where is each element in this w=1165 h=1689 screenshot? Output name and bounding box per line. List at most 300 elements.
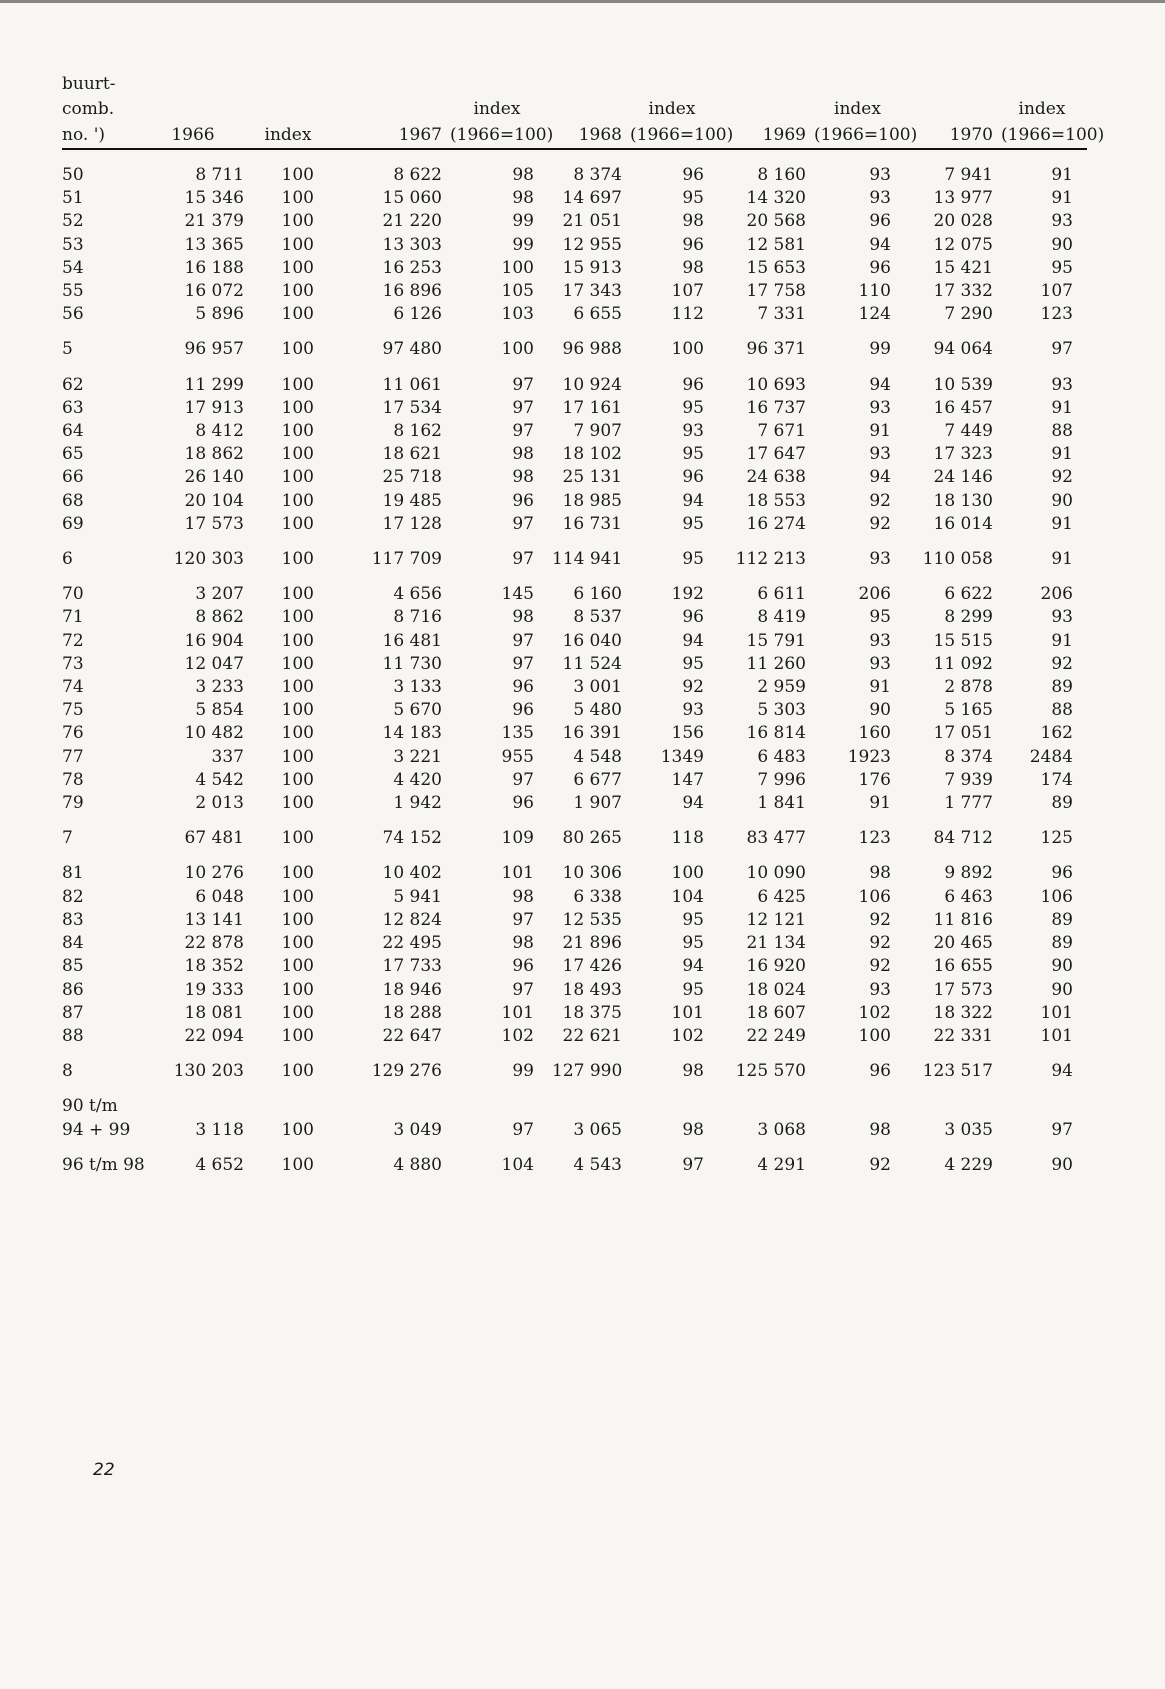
cell-index-1966: 100	[281, 549, 314, 570]
cell-index-1966: 100	[281, 933, 314, 954]
cell-value-1969: 14 320	[746, 188, 806, 209]
group-spacer	[62, 326, 1087, 338]
cell-value-1969: 24 638	[746, 467, 806, 488]
cell-buurt-no: 70	[62, 584, 84, 605]
cell-value-1968: 17 343	[562, 281, 622, 302]
cell-value-1967: 18 288	[382, 1002, 442, 1023]
cell-value-1966: 2 013	[195, 793, 244, 814]
cell-index-1967: 96	[512, 677, 534, 698]
table-row	[62, 792, 1087, 815]
cell-value-1968: 16 731	[562, 513, 622, 534]
cell-value-1968: 17 426	[562, 956, 622, 977]
cell-index-1969: 92	[869, 513, 891, 534]
cell-value-1970: 15 421	[933, 257, 993, 278]
cell-value-1966: 18 862	[184, 444, 244, 465]
cell-index-1970: 101	[1040, 1025, 1073, 1046]
cell-index-1968: 112	[671, 304, 704, 325]
cell-buurt-no: 69	[62, 513, 84, 534]
cell-value-1969: 1 841	[757, 793, 806, 814]
header-index-1970-top: index	[1018, 99, 1066, 119]
cell-value-1968	[548, 1095, 626, 1118]
cell-value-1969: 8 160	[757, 165, 806, 185]
cell-value-1966: 17 913	[184, 397, 244, 418]
cell-index-1968: 94	[682, 793, 704, 814]
cell-value-1967: 15 060	[382, 188, 442, 209]
cell-index-1970: 90	[1051, 490, 1073, 511]
cell-value-1969: 21 134	[746, 933, 806, 954]
cell-value-1970: 13 977	[933, 188, 993, 209]
cell-index-1967: 97	[512, 979, 534, 1000]
cell-index-1968: 147	[671, 769, 704, 790]
cell-value-1969: 4 291	[757, 1154, 806, 1175]
cell-index-1967: 97	[512, 769, 534, 790]
table-row	[62, 443, 1087, 466]
cell-index-1967: 98	[512, 886, 534, 907]
header-index-1966: index	[248, 122, 328, 149]
cell-index-1970: 125	[1040, 828, 1073, 849]
cell-index-1968: 107	[671, 281, 704, 302]
cell-value-1966: 8 862	[195, 607, 244, 628]
cell-index-1968: 96	[682, 234, 704, 255]
header-buurt: buurt-	[62, 74, 116, 94]
header-year-1967: 1967	[328, 122, 446, 149]
cell-index-1966: 100	[281, 1119, 314, 1140]
cell-index-1966: 100	[281, 607, 314, 628]
cell-value-1967: 10 402	[382, 863, 442, 884]
cell-value-1966: 4 652	[195, 1154, 244, 1175]
cell-value-1966: 3 118	[195, 1119, 244, 1140]
cell-value-1968: 5 480	[573, 700, 622, 721]
cell-value-1967: 11 730	[382, 653, 442, 674]
cell-value-1967: 117 709	[371, 549, 442, 570]
cell-value-1969: 10 693	[746, 374, 806, 395]
cell-index-1966: 100	[281, 653, 314, 674]
table-row	[62, 862, 1087, 885]
cell-value-1969: 15 791	[746, 630, 806, 651]
cell-index-1967: 97	[512, 513, 534, 534]
cell-index-1967: 102	[501, 1025, 534, 1046]
cell-index-1969: 123	[858, 828, 891, 849]
cell-buurt-no: 56	[62, 304, 84, 325]
cell-index-1970: 92	[1051, 653, 1073, 674]
cell-index-1969: 93	[869, 653, 891, 674]
cell-value-1966: 15 346	[184, 188, 244, 209]
cell-value-1968: 22 621	[562, 1025, 622, 1046]
cell-value-1970: 15 515	[933, 630, 993, 651]
cell-value-1966	[138, 1095, 248, 1118]
cell-value-1969: 18 607	[746, 1002, 806, 1023]
cell-value-1967: 8 622	[393, 165, 442, 185]
cell-index-1966: 100	[281, 700, 314, 721]
cell-value-1966: 96 957	[184, 339, 244, 360]
cell-index-1970: 92	[1051, 467, 1073, 488]
cell-index-1966: 100	[281, 793, 314, 814]
document-page	[62, 72, 1105, 1177]
group-spacer	[62, 362, 1087, 374]
cell-index-1969: 1923	[847, 746, 891, 767]
cell-value-1968: 21 051	[562, 211, 622, 232]
cell-value-1967: 19 485	[382, 490, 442, 511]
header-index-1970-base: (1966=100)	[997, 122, 1087, 149]
cell-value-1967: 3 133	[393, 677, 442, 698]
cell-value-1968: 18 493	[562, 979, 622, 1000]
cell-value-1970: 110 058	[922, 549, 993, 570]
table-row	[62, 187, 1087, 210]
cell-buurt-no: 84	[62, 933, 84, 954]
cell-value-1969: 6 611	[757, 584, 806, 605]
cell-value-1969: 20 568	[746, 211, 806, 232]
cell-index-1968: 96	[682, 607, 704, 628]
table-row	[62, 397, 1087, 420]
cell-index-1970: 89	[1051, 677, 1073, 698]
cell-index-1966: 100	[281, 397, 314, 418]
cell-value-1967: 4 420	[393, 769, 442, 790]
cell-value-1968: 8 374	[573, 165, 622, 185]
table-row	[62, 606, 1087, 629]
cell-value-1967: 4 656	[393, 584, 442, 605]
cell-value-1969: 15 653	[746, 257, 806, 278]
cell-value-1966: 8 412	[195, 421, 244, 442]
cell-value-1968: 1 907	[573, 793, 622, 814]
cell-index-1968: 96	[682, 467, 704, 488]
cell-value-1968: 15 913	[562, 257, 622, 278]
cell-index-1967: 97	[512, 653, 534, 674]
cell-value-1970: 18 130	[933, 490, 993, 511]
header-year-1966: 1966	[138, 122, 248, 149]
cell-index-1967: 97	[512, 549, 534, 570]
cell-buurt-no: 82	[62, 886, 84, 907]
cell-buurt-no: 79	[62, 793, 84, 814]
table-row	[62, 909, 1087, 932]
cell-value-1969: 7 996	[757, 769, 806, 790]
cell-value-1968: 18 102	[562, 444, 622, 465]
cell-value-1966: 337	[211, 746, 244, 767]
cell-buurt-no: 72	[62, 630, 84, 651]
cell-value-1966: 16 188	[184, 257, 244, 278]
cell-index-1967: 109	[501, 828, 534, 849]
cell-value-1970: 22 331	[933, 1025, 993, 1046]
cell-value-1968: 4 543	[573, 1154, 622, 1175]
cell-index-1969: 206	[858, 584, 891, 605]
cell-index-1970: 96	[1051, 863, 1073, 884]
cell-index-1970: 2484	[1029, 746, 1073, 767]
cell-index-1970: 91	[1051, 513, 1073, 534]
cell-index-1968	[626, 1095, 718, 1118]
cell-index-1969: 96	[869, 211, 891, 232]
header-index-1967-top: index	[473, 99, 521, 119]
cell-index-1969: 91	[869, 677, 891, 698]
cell-index-1968: 100	[671, 863, 704, 884]
table-row	[62, 303, 1087, 326]
cell-index-1970: 174	[1040, 769, 1073, 790]
table-row	[62, 257, 1087, 280]
group-spacer	[62, 536, 1087, 548]
cell-value-1970: 5 165	[944, 700, 993, 721]
cell-index-1967: 96	[512, 700, 534, 721]
cell-index-1969: 176	[858, 769, 891, 790]
cell-index-1966: 100	[281, 677, 314, 698]
group-spacer	[62, 149, 1087, 164]
cell-index-1967: 98	[512, 444, 534, 465]
cell-value-1970: 10 539	[933, 374, 993, 395]
cell-index-1966: 100	[281, 956, 314, 977]
header-index-1969-base: (1966=100)	[810, 122, 905, 149]
cell-index-1970: 107	[1040, 281, 1073, 302]
cell-value-1967: 8 162	[393, 421, 442, 442]
cell-index-1966: 100	[281, 490, 314, 511]
cell-index-1969: 92	[869, 933, 891, 954]
cell-index-1968: 118	[671, 828, 704, 849]
header-index-1967-base: (1966=100)	[446, 122, 548, 149]
cell-index-1970: 90	[1051, 234, 1073, 255]
group-spacer	[62, 815, 1087, 827]
cell-value-1966: 26 140	[184, 467, 244, 488]
table-row	[62, 699, 1087, 722]
header-comb: comb.	[62, 99, 115, 119]
cell-value-1966: 10 482	[184, 723, 244, 744]
cell-value-1967: 18 621	[382, 444, 442, 465]
cell-index-1967: 97	[512, 909, 534, 930]
cell-buurt-no: 66	[62, 467, 84, 488]
cell-value-1966: 11 299	[184, 374, 244, 395]
table-row	[62, 583, 1087, 606]
table-row	[62, 1060, 1087, 1083]
cell-value-1967: 6 126	[393, 304, 442, 325]
cell-value-1968: 6 655	[573, 304, 622, 325]
table-row	[62, 466, 1087, 489]
cell-value-1967: 4 880	[393, 1154, 442, 1175]
cell-value-1966: 3 207	[195, 584, 244, 605]
table-row	[62, 513, 1087, 536]
cell-value-1969: 11 260	[746, 653, 806, 674]
cell-index-1966: 100	[281, 444, 314, 465]
header-index-1968-base: (1966=100)	[626, 122, 718, 149]
cell-value-1967: 18 946	[382, 979, 442, 1000]
cell-index-1967: 99	[512, 211, 534, 232]
cell-index-1968: 95	[682, 188, 704, 209]
cell-index-1967: 97	[512, 421, 534, 442]
cell-value-1969: 18 553	[746, 490, 806, 511]
cell-value-1970: 11 816	[933, 909, 993, 930]
cell-buurt-no: 86	[62, 979, 84, 1000]
cell-value-1966: 130 203	[173, 1061, 244, 1082]
cell-index-1969: 96	[869, 1061, 891, 1082]
cell-index-1969: 160	[858, 723, 891, 744]
group-spacer	[62, 1083, 1087, 1095]
cell-value-1967: 16 896	[382, 281, 442, 302]
cell-index-1970: 206	[1040, 584, 1073, 605]
cell-index-1970: 91	[1051, 188, 1073, 209]
cell-index-1968: 104	[671, 886, 704, 907]
cell-index-1969: 94	[869, 234, 891, 255]
cell-value-1967	[328, 1095, 446, 1118]
cell-value-1967: 16 253	[382, 257, 442, 278]
cell-index-1966: 100	[281, 828, 314, 849]
cell-value-1969: 125 570	[735, 1061, 806, 1082]
cell-index-1969: 106	[858, 886, 891, 907]
cell-index-1966: 100	[281, 1002, 314, 1023]
cell-index-1966: 100	[281, 1061, 314, 1082]
cell-index-1968: 156	[671, 723, 704, 744]
cell-buurt-no: 6	[62, 549, 73, 570]
cell-value-1969: 5 303	[757, 700, 806, 721]
cell-index-1967: 96	[512, 793, 534, 814]
cell-index-1970: 101	[1040, 1002, 1073, 1023]
cell-buurt-no: 83	[62, 909, 84, 930]
cell-index-1967: 100	[501, 339, 534, 360]
cell-index-1969: 124	[858, 304, 891, 325]
cell-index-1969: 99	[869, 339, 891, 360]
cell-value-1967: 1 942	[393, 793, 442, 814]
cell-value-1969: 16 814	[746, 723, 806, 744]
cell-value-1967: 74 152	[382, 828, 442, 849]
cell-index-1968: 95	[682, 909, 704, 930]
cell-index-1970: 123	[1040, 304, 1073, 325]
table-row	[62, 979, 1087, 1002]
group-spacer	[62, 1142, 1087, 1154]
cell-value-1967: 25 718	[382, 467, 442, 488]
table-row	[62, 932, 1087, 955]
cell-value-1967: 12 824	[382, 909, 442, 930]
cell-index-1970: 106	[1040, 886, 1073, 907]
cell-value-1966: 120 303	[173, 549, 244, 570]
cell-value-1968: 12 535	[562, 909, 622, 930]
cell-index-1966: 100	[281, 304, 314, 325]
cell-index-1968: 96	[682, 374, 704, 395]
cell-index-1968: 95	[682, 979, 704, 1000]
cell-index-1970: 91	[1051, 630, 1073, 651]
table-row	[62, 886, 1087, 909]
cell-index-1969	[810, 1095, 905, 1118]
cell-value-1969: 17 647	[746, 444, 806, 465]
cell-buurt-no: 7	[62, 828, 73, 849]
cell-value-1970: 2 878	[944, 677, 993, 698]
cell-value-1966: 20 104	[184, 490, 244, 511]
cell-index-1968: 93	[682, 421, 704, 442]
cell-value-1967: 21 220	[382, 211, 442, 232]
cell-index-1966: 100	[281, 257, 314, 278]
cell-index-1969: 98	[869, 863, 891, 884]
cell-value-1969: 7 331	[757, 304, 806, 325]
cell-value-1968: 16 040	[562, 630, 622, 651]
cell-index-1968: 98	[682, 211, 704, 232]
group-spacer	[62, 850, 1087, 862]
table-header	[62, 72, 1105, 149]
cell-value-1970: 7 939	[944, 769, 993, 790]
cell-index-1968: 95	[682, 549, 704, 570]
cell-index-1968: 96	[682, 165, 704, 185]
table-row	[62, 1002, 1087, 1025]
cell-index-1966: 100	[281, 979, 314, 1000]
cell-buurt-no: 55	[62, 281, 84, 302]
cell-value-1968: 96 988	[562, 339, 622, 360]
cell-value-1970: 17 323	[933, 444, 993, 465]
cell-value-1970: 8 374	[944, 746, 993, 767]
cell-buurt-no: 77	[62, 746, 84, 767]
cell-value-1970: 24 146	[933, 467, 993, 488]
cell-value-1968: 6 160	[573, 584, 622, 605]
header-index-1969-top: index	[834, 99, 881, 119]
cell-buurt-no: 74	[62, 677, 84, 698]
cell-value-1966: 13 365	[184, 234, 244, 255]
table-body	[62, 149, 1087, 1177]
cell-index-1967	[446, 1095, 548, 1118]
cell-buurt-no: 8	[62, 1061, 73, 1082]
cell-buurt-no: 87	[62, 1002, 84, 1023]
cell-index-1969: 110	[858, 281, 891, 302]
cell-index-1966: 100	[281, 421, 314, 442]
cell-index-1969: 91	[869, 793, 891, 814]
cell-index-1969: 93	[869, 979, 891, 1000]
cell-value-1968: 14 697	[562, 188, 622, 209]
cell-index-1970	[997, 1095, 1087, 1118]
cell-value-1966: 16 904	[184, 630, 244, 651]
cell-index-1966: 100	[281, 188, 314, 209]
cell-index-1968: 101	[671, 1002, 704, 1023]
table-row	[62, 769, 1087, 792]
cell-index-1967: 104	[501, 1154, 534, 1175]
cell-buurt-no: 76	[62, 723, 84, 744]
table-row	[62, 630, 1087, 653]
cell-index-1969: 94	[869, 374, 891, 395]
cell-value-1969: 8 419	[757, 607, 806, 628]
cell-value-1966: 13 141	[184, 909, 244, 930]
cell-buurt-no: 51	[62, 188, 84, 209]
cell-value-1968: 10 306	[562, 863, 622, 884]
header-year-1970: 1970	[905, 122, 997, 149]
cell-value-1967: 22 647	[382, 1025, 442, 1046]
table-row	[62, 490, 1087, 513]
cell-buurt-no: 75	[62, 700, 84, 721]
cell-index-1968: 94	[682, 490, 704, 511]
cell-value-1970: 17 573	[933, 979, 993, 1000]
cell-value-1968: 25 131	[562, 467, 622, 488]
cell-value-1970	[905, 1095, 997, 1118]
table-row	[62, 280, 1087, 303]
cell-value-1966: 67 481	[184, 828, 244, 849]
cell-value-1969: 12 581	[746, 234, 806, 255]
cell-value-1968: 127 990	[552, 1061, 623, 1082]
table-row	[62, 1154, 1087, 1177]
cell-index-1967: 97	[512, 1119, 534, 1140]
table-row	[62, 164, 1087, 187]
cell-value-1970: 7 290	[944, 304, 993, 325]
cell-index-1967: 101	[501, 1002, 534, 1023]
cell-value-1968: 12 955	[562, 234, 622, 255]
cell-index-1967: 100	[501, 257, 534, 278]
cell-value-1970: 84 712	[933, 828, 993, 849]
cell-index-1970: 93	[1051, 607, 1073, 628]
cell-index-1967: 97	[512, 374, 534, 395]
cell-index-1966: 100	[281, 165, 314, 185]
cell-value-1968: 16 391	[562, 723, 622, 744]
cell-index-1966: 100	[281, 909, 314, 930]
cell-index-1967: 99	[512, 234, 534, 255]
cell-value-1967: 97 480	[382, 339, 442, 360]
cell-index-1968: 1349	[660, 746, 704, 767]
cell-index-1969: 93	[869, 549, 891, 570]
cell-index-1966: 100	[281, 1154, 314, 1175]
cell-value-1967: 13 303	[382, 234, 442, 255]
cell-value-1968: 11 524	[562, 653, 622, 674]
cell-index-1967: 145	[501, 584, 534, 605]
table-row	[62, 420, 1087, 443]
cell-value-1970: 16 655	[933, 956, 993, 977]
cell-value-1969: 22 249	[746, 1025, 806, 1046]
cell-index-1966: 100	[281, 339, 314, 360]
cell-index-1967: 101	[501, 863, 534, 884]
cell-index-1969: 94	[869, 467, 891, 488]
